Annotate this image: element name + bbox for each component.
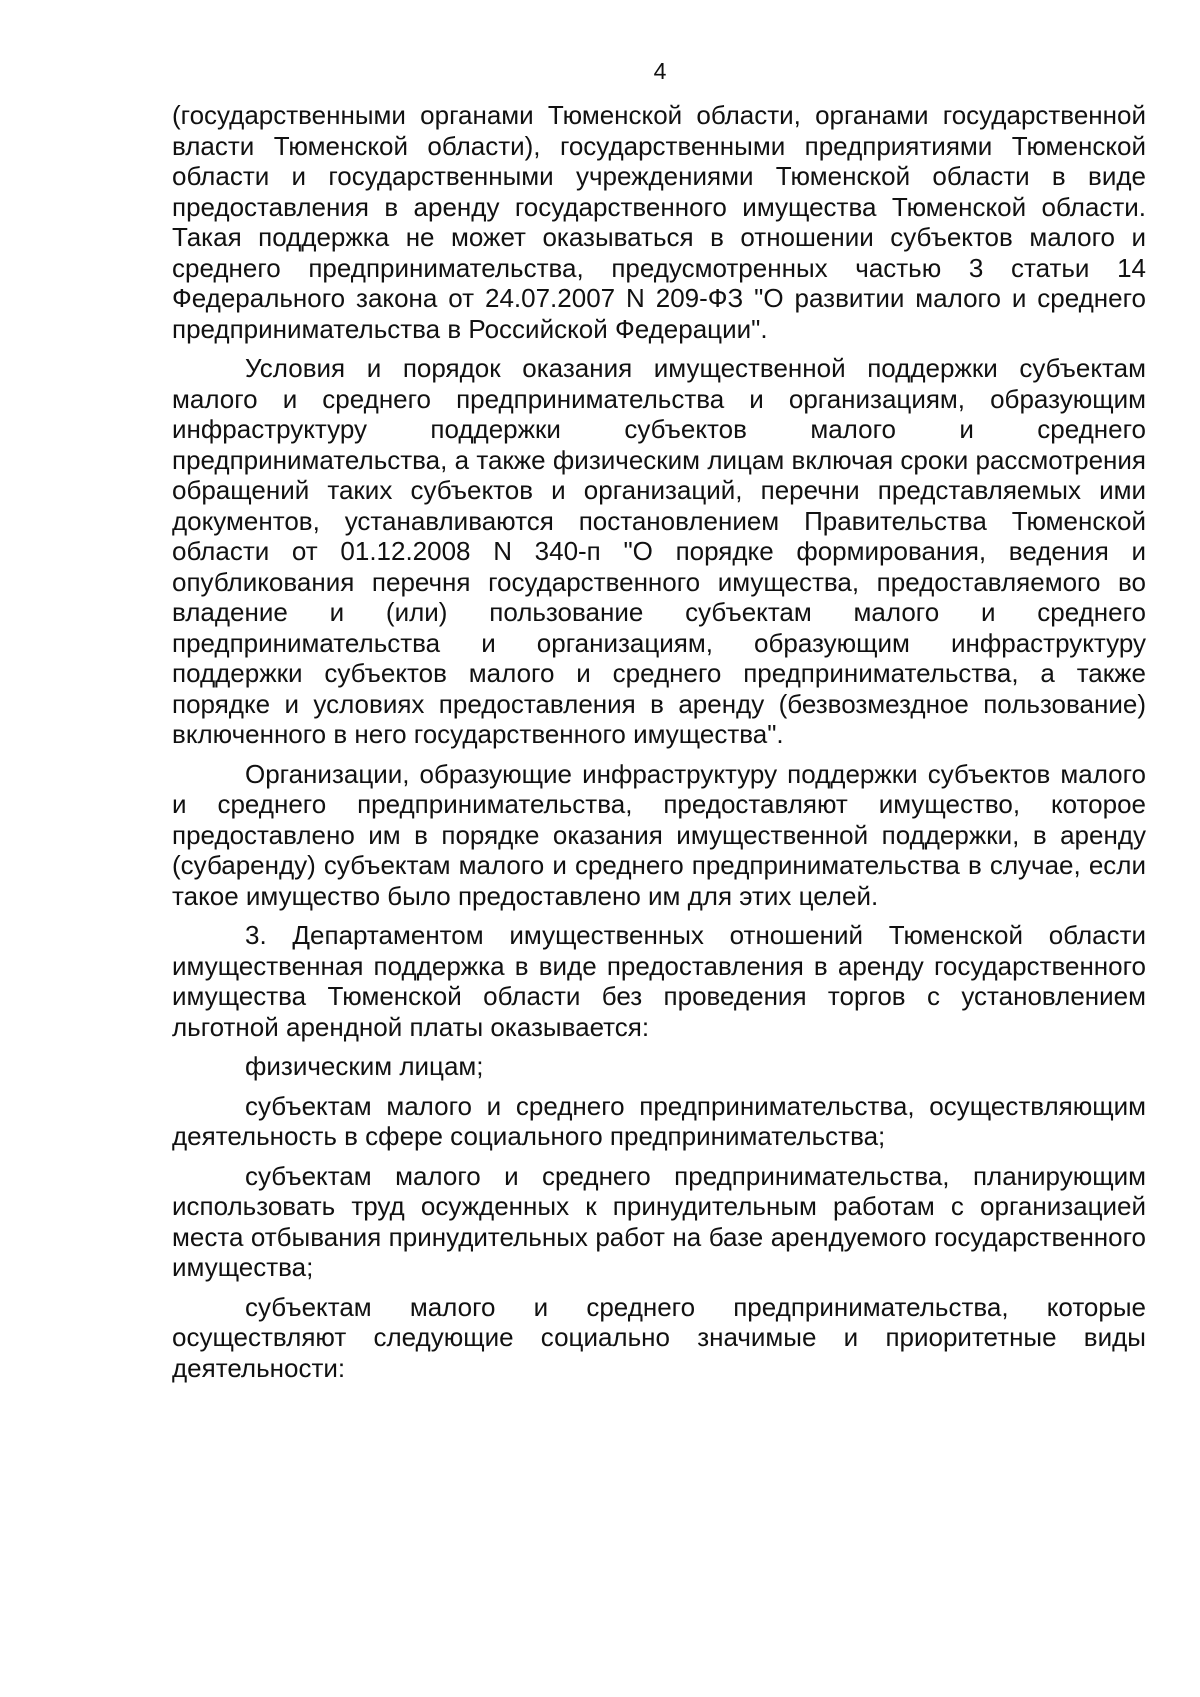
document-body	[172, 100, 1146, 1392]
list-item-social-entrepreneurship: субъектам малого и среднего предпринимательства, осуществляющим деятельность в сфере социального предпринимательства;	[172, 1090, 1146, 1151]
list-item-convict-labor: субъектам малого и среднего предпринимательства, планирующим использовать труд осужденных к принудительным работам с организацией места отбывания принудительных работ на базе арендуемого государственного имущества;	[172, 1160, 1146, 1282]
page-number: 4	[653, 58, 667, 84]
paragraph-clause-3: 3. Департаментом имущественных отношений Тюменской области имущественная поддержка в виде предоставления в аренду государственного имущества Тюменской области без проведения торгов с установлением льготной арендной платы оказывается:	[172, 920, 1146, 1042]
paragraph-support-conditions: Условия и порядок оказания имущественной поддержки субъектам малого и среднего предпринимательства и организациям, образующим инфраструктуру поддержки субъектов малого и среднего предпринимательства, а также физическим лицам включая сроки рассмотрения обращений таких субъектов и организаций, перечни представляемых ими документов, устанавливаются постановлением Правительства Тюменской области от 01.12.2008 N 340-п "О порядке формирования, ведения и опубликования перечня государственного имущества, предоставляемого во владение и (или) пользование субъектам малого и среднего предпринимательства и организациям, образующим инфраструктуру поддержки субъектов малого и среднего предпринимательства, а также порядке и условиях предоставления в аренду (безвозмездное пользование) включенного в него государственного имущества".	[172, 353, 1146, 749]
list-item-individuals: физическим лицам;	[245, 1051, 484, 1081]
paragraph-infrastructure-organizations: Организации, образующие инфраструктуру поддержки субъектов малого и среднего предпринимательства, предоставляют имущество, которое предоставлено им в порядке оказания имущественной поддержки, в аренду (субаренду) субъектам малого и среднего предпринимательства в случае, если такое имущество было предоставлено им для этих целей.	[172, 758, 1146, 911]
paragraph-continuation: (государственными органами Тюменской области, органами государственной власти Тюменской области), государственными предприятиями Тюменской области и государственными учреждениями Тюменской области в виде предоставления в аренду государственного имущества Тюменской области. Такая поддержка не может оказываться в отношении субъектов малого и среднего предпринимательства, предусмотренных частью 3 статьи 14 Федерального закона от 24.07.2007 N 209-ФЗ "О развитии малого и среднего предпринимательства в Российской Федерации".	[172, 100, 1146, 344]
list-item-priority-activities: субъектам малого и среднего предпринимательства, которые осуществляют следующие социально значимые и приоритетные виды деятельности:	[172, 1291, 1146, 1383]
